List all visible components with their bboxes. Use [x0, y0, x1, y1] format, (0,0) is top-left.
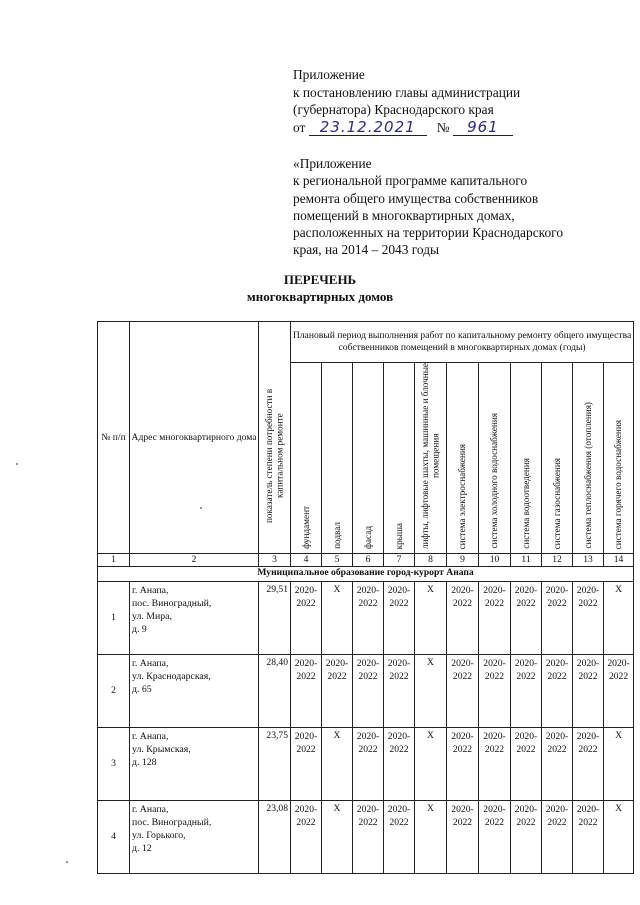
period-end: 2022	[547, 744, 567, 755]
header-work	[542, 363, 573, 554]
header-work	[511, 363, 542, 554]
scan-speck	[200, 507, 202, 509]
period-start: 2020-	[576, 804, 600, 815]
municipality-name: Муниципальное образование город-курорт Анапа	[98, 567, 634, 582]
row-period	[353, 728, 384, 801]
column-number: 7	[384, 554, 415, 567]
period-end: 2022	[296, 817, 316, 828]
period-start: 2020-	[294, 658, 318, 669]
row-period	[353, 582, 384, 655]
address-line: ул. Мира,	[132, 611, 172, 622]
table-row	[98, 801, 634, 874]
period-end: 2022	[358, 598, 378, 609]
period-start: 2020-	[514, 804, 538, 815]
address-line: д. 12	[132, 843, 152, 854]
period-start: 2020-	[483, 658, 506, 669]
row-period	[479, 801, 511, 874]
period-end: 2022	[389, 744, 409, 755]
row-period	[384, 728, 415, 801]
header-work	[415, 363, 447, 554]
period-start: 2020-	[545, 731, 569, 742]
period-end: 2022	[578, 598, 598, 609]
header-work	[604, 363, 634, 554]
date-number-line	[293, 119, 613, 137]
period-end: 2022	[516, 817, 536, 828]
period-start: 2020-	[451, 585, 474, 596]
appendix-header	[293, 66, 613, 136]
header-work-text: система газоснабжения	[551, 457, 562, 549]
scan-speck	[66, 861, 68, 863]
period-start: 2020-	[325, 658, 349, 669]
row-period	[447, 582, 479, 655]
number-prefix: №	[436, 119, 450, 135]
row-period	[447, 655, 479, 728]
row-period: X	[604, 582, 634, 655]
address-line: г. Анапа,	[132, 658, 169, 669]
period-start: 2020-	[483, 731, 506, 742]
column-numbers-row	[98, 554, 634, 567]
header-work	[479, 363, 511, 554]
row-index: 23,08	[259, 801, 291, 874]
row-period: X	[322, 728, 353, 801]
header-work-text: подвал	[331, 522, 342, 549]
header-work	[573, 363, 604, 554]
address-line: ул. Горького,	[132, 830, 186, 841]
period-end: 2022	[516, 744, 536, 755]
column-number: 13	[573, 554, 604, 567]
period-start: 2020-	[356, 585, 380, 596]
row-index: 29,51	[259, 582, 291, 655]
period-start: 2020-	[451, 804, 474, 815]
header-work-text: фундамент	[300, 506, 311, 549]
period-end: 2022	[452, 817, 473, 828]
header-work	[384, 363, 415, 554]
period-start: 2020-	[387, 658, 411, 669]
header-period: Плановый период выполнения работ по капитальному ремонту общего имущества собственников помещений в многоквартирных домах (годы)	[291, 322, 634, 363]
table-row	[98, 728, 634, 801]
period-end: 2022	[452, 671, 473, 682]
row-period	[384, 801, 415, 874]
program-appendix	[293, 155, 613, 259]
address-line: пос. Виноградный,	[132, 598, 212, 609]
row-period	[353, 801, 384, 874]
column-number: 6	[353, 554, 384, 567]
handwritten-date: 23.12.2021	[309, 120, 427, 136]
period-start: 2020-	[294, 804, 318, 815]
row-period	[542, 801, 573, 874]
document-subtitle: многоквартирных домов	[246, 289, 394, 304]
period-start: 2020-	[387, 585, 411, 596]
row-period	[447, 801, 479, 874]
column-number: 1	[98, 554, 130, 567]
row-address	[130, 728, 259, 801]
period-end: 2022	[484, 817, 505, 828]
period-start: 2020-	[576, 658, 600, 669]
row-period	[291, 801, 322, 874]
period-end: 2022	[547, 817, 567, 828]
row-period	[322, 655, 353, 728]
period-end: 2022	[389, 671, 409, 682]
appendix-line: Приложение	[293, 67, 365, 82]
table-row	[98, 582, 634, 655]
row-period	[542, 582, 573, 655]
row-address	[130, 655, 259, 728]
period-end: 2022	[547, 671, 567, 682]
period-end: 2022	[578, 744, 598, 755]
column-number: 4	[291, 554, 322, 567]
header-work	[322, 363, 353, 554]
header-work-text: система холодного водоснабжения	[489, 413, 500, 549]
address-line: д. 128	[132, 757, 157, 768]
period-start: 2020-	[294, 585, 318, 596]
column-number: 5	[322, 554, 353, 567]
row-period: X	[604, 728, 634, 801]
period-start: 2020-	[387, 804, 411, 815]
address-line: ул. Краснодарская,	[132, 671, 211, 682]
column-number: 12	[542, 554, 573, 567]
period-start: 2020-	[356, 731, 380, 742]
header-address: Адрес многоквартирного дома	[130, 322, 259, 554]
period-end: 2022	[452, 744, 473, 755]
header-work-text: система водоотведения	[520, 458, 531, 549]
program-line: расположенных на территории Краснодарского	[293, 225, 564, 241]
row-period	[479, 655, 511, 728]
period-start: 2020-	[294, 731, 318, 742]
program-line: ремонта общего имущества собственников	[293, 190, 539, 206]
row-number: 4	[98, 801, 130, 874]
period-start: 2020-	[576, 731, 600, 742]
row-index: 28,40	[259, 655, 291, 728]
row-period: X	[604, 801, 634, 874]
period-start: 2020-	[607, 658, 630, 669]
handwritten-number: 961	[453, 120, 513, 136]
period-end: 2022	[389, 817, 409, 828]
row-period	[479, 728, 511, 801]
register-table	[97, 321, 634, 874]
row-period	[291, 655, 322, 728]
period-start: 2020-	[545, 804, 569, 815]
appendix-line: к постановлению главы администрации	[293, 84, 521, 100]
row-address	[130, 582, 259, 655]
period-end: 2022	[389, 598, 409, 609]
address-line: д. 65	[132, 684, 152, 695]
row-period	[384, 655, 415, 728]
period-start: 2020-	[356, 804, 380, 815]
row-period: X	[415, 582, 447, 655]
header-row	[98, 322, 634, 363]
period-end: 2022	[327, 671, 347, 682]
column-number: 8	[415, 554, 447, 567]
row-period: X	[415, 801, 447, 874]
row-period	[542, 728, 573, 801]
program-line: к региональной программе капитального	[293, 173, 528, 189]
register-rows	[98, 582, 634, 874]
row-index: 23,75	[259, 728, 291, 801]
row-address	[130, 801, 259, 874]
header-num: № п/п	[98, 322, 130, 554]
period-start: 2020-	[483, 804, 506, 815]
column-number: 10	[479, 554, 511, 567]
row-period	[447, 728, 479, 801]
period-end: 2022	[358, 671, 378, 682]
appendix-line: (губернатора) Краснодарского края	[293, 102, 494, 117]
row-period	[353, 655, 384, 728]
scan-speck	[16, 463, 18, 465]
period-start: 2020-	[483, 585, 506, 596]
address-line: ул. Крымская,	[132, 744, 191, 755]
column-number: 2	[130, 554, 259, 567]
row-period	[511, 728, 542, 801]
header-work-text: крыша	[393, 522, 404, 549]
row-period	[542, 655, 573, 728]
row-period	[573, 728, 604, 801]
period-start: 2020-	[451, 658, 474, 669]
row-number: 1	[98, 582, 130, 655]
row-number: 2	[98, 655, 130, 728]
period-end: 2022	[296, 744, 316, 755]
table-row	[98, 655, 634, 728]
period-end: 2022	[358, 817, 378, 828]
period-start: 2020-	[356, 658, 380, 669]
row-period: X	[322, 801, 353, 874]
period-start: 2020-	[545, 658, 569, 669]
row-period	[604, 655, 634, 728]
period-end: 2022	[578, 671, 598, 682]
period-end: 2022	[484, 598, 505, 609]
date-prefix: от	[293, 119, 306, 135]
program-line: края, на 2014 – 2043 годы	[293, 242, 440, 258]
period-start: 2020-	[387, 731, 411, 742]
period-end: 2022	[484, 744, 505, 755]
period-start: 2020-	[514, 585, 538, 596]
period-end: 2022	[547, 598, 567, 609]
row-period: X	[322, 582, 353, 655]
municipality-row	[98, 567, 634, 582]
row-period	[479, 582, 511, 655]
row-period	[291, 582, 322, 655]
period-start: 2020-	[514, 731, 538, 742]
document-title: ПЕРЕЧЕНЬ	[283, 272, 357, 287]
column-number: 9	[447, 554, 479, 567]
header-work	[353, 363, 384, 554]
row-period	[511, 801, 542, 874]
column-number: 3	[259, 554, 291, 567]
header-work-text: фасад	[362, 526, 373, 549]
row-period	[573, 582, 604, 655]
row-period	[511, 655, 542, 728]
period-start: 2020-	[545, 585, 569, 596]
period-end: 2022	[296, 598, 316, 609]
address-line: г. Анапа,	[132, 585, 169, 596]
header-work-text: система электроснабжения	[457, 443, 468, 549]
header-work	[447, 363, 479, 554]
period-end: 2022	[578, 817, 598, 828]
period-end: 2022	[358, 744, 378, 755]
address-line: пос. Виноградный,	[132, 817, 212, 828]
period-end: 2022	[452, 598, 473, 609]
period-start: 2020-	[514, 658, 538, 669]
header-work	[291, 363, 322, 554]
row-period	[573, 801, 604, 874]
row-period	[511, 582, 542, 655]
period-end: 2022	[484, 671, 505, 682]
header-index-text: показатель степени потребности в капитальном ремонте	[264, 388, 285, 524]
period-end: 2022	[516, 598, 536, 609]
header-work-text: система горячего водоснабжения	[613, 419, 624, 549]
row-period	[573, 655, 604, 728]
row-period	[291, 728, 322, 801]
column-number: 11	[511, 554, 542, 567]
row-number: 3	[98, 728, 130, 801]
period-start: 2020-	[451, 731, 474, 742]
address-line: г. Анапа,	[132, 804, 169, 815]
program-line: помещений в многоквартирных домах,	[293, 207, 515, 223]
column-number: 14	[604, 554, 634, 567]
period-start: 2020-	[576, 585, 600, 596]
period-end: 2022	[516, 671, 536, 682]
address-line: д. 9	[132, 624, 147, 635]
header-work-text: система теплоснабжения (отопления)	[582, 402, 593, 549]
row-period: X	[415, 655, 447, 728]
header-work-text: лифты, лифтовые шахты, машинные и блочные помещения	[420, 363, 441, 549]
period-end: 2022	[608, 671, 629, 682]
program-line: «Приложение	[293, 156, 372, 171]
address-line: г. Анапа,	[132, 731, 169, 742]
row-period	[384, 582, 415, 655]
header-index	[259, 322, 291, 554]
period-end: 2022	[296, 671, 316, 682]
row-period: X	[415, 728, 447, 801]
